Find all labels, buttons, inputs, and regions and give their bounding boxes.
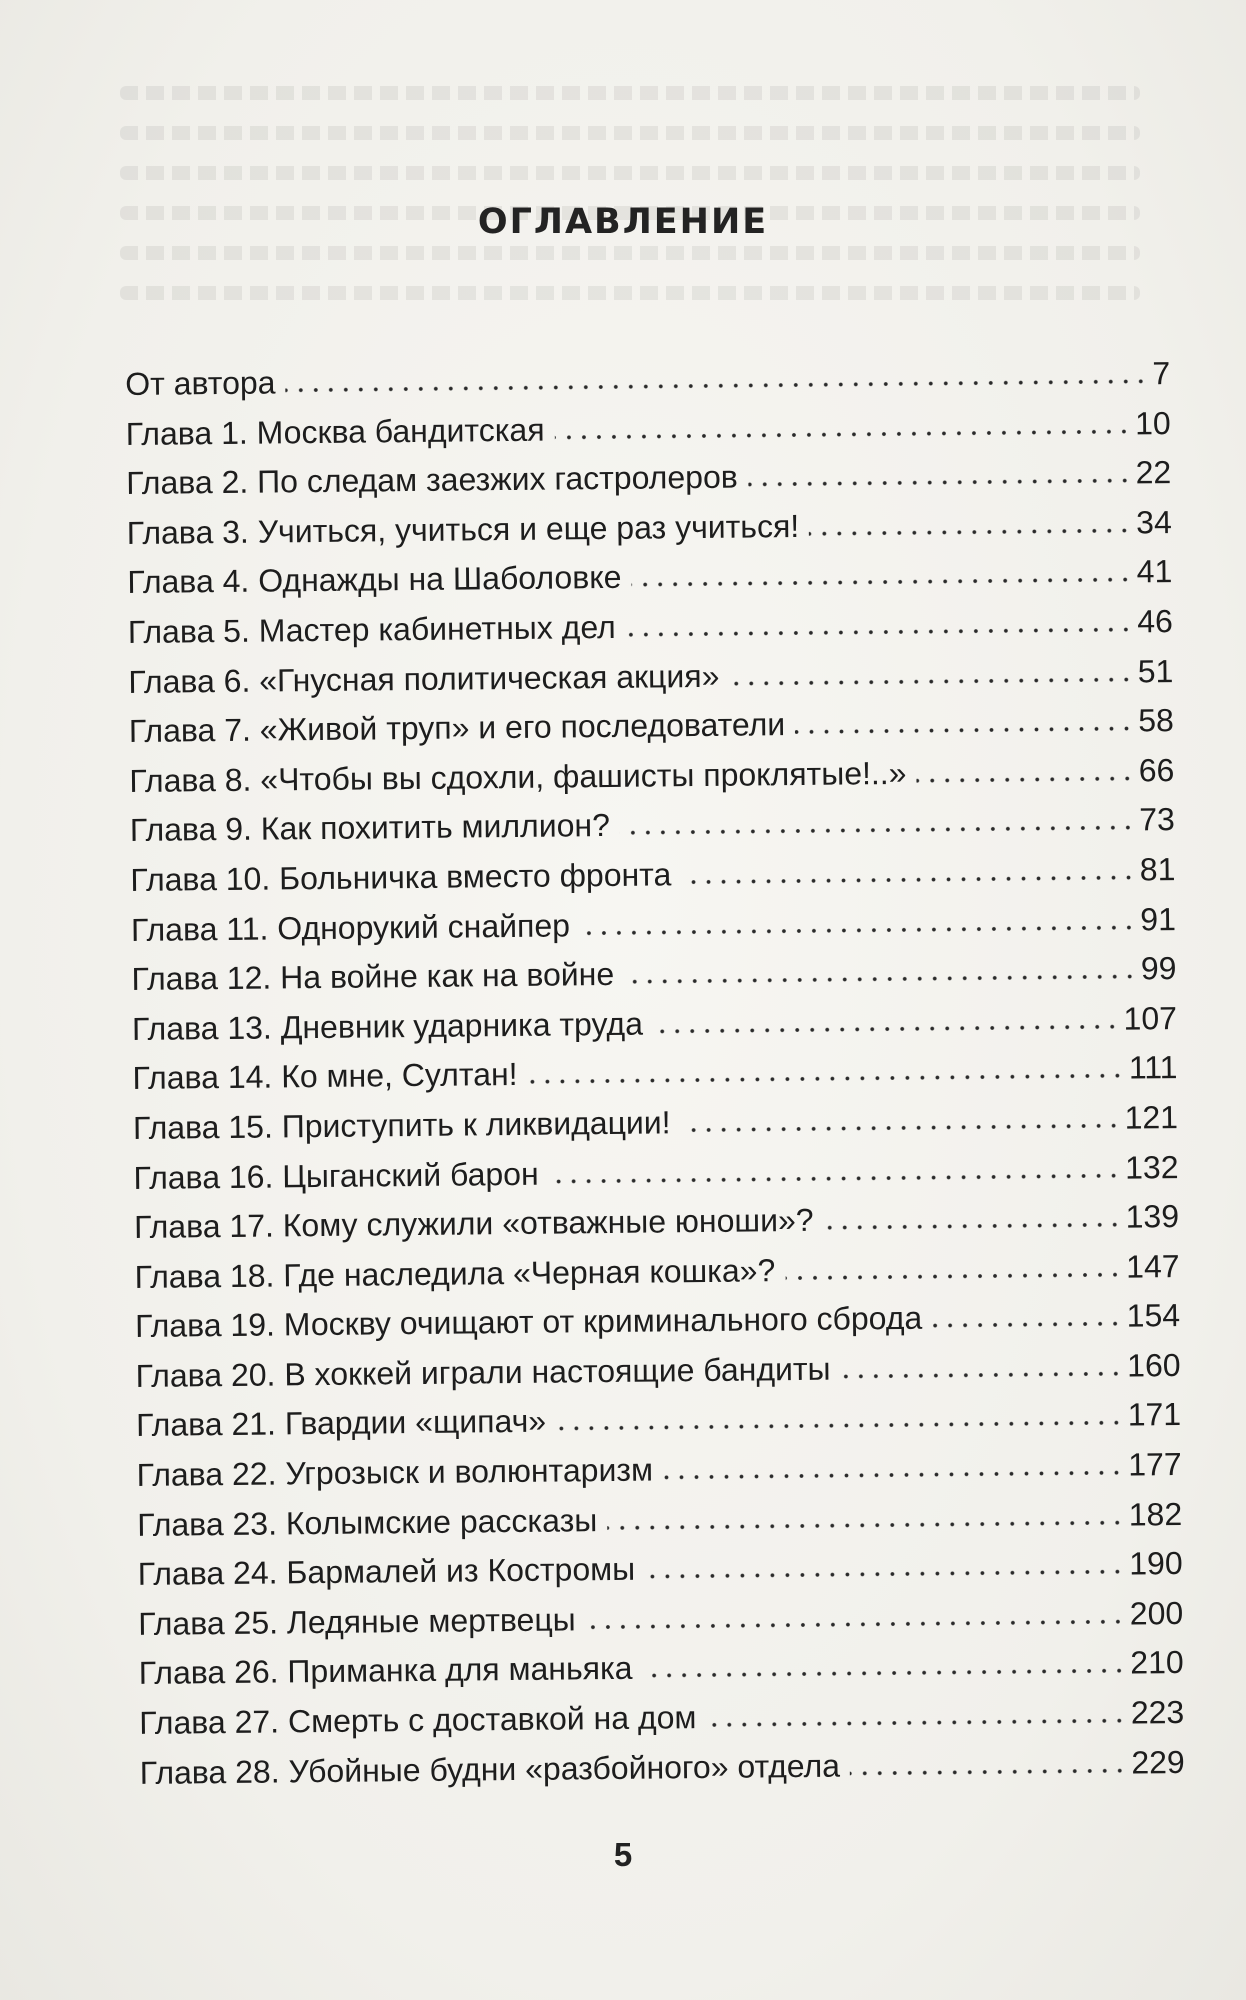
toc-entry-page: 81 (1139, 850, 1176, 888)
page-number: 5 (613, 1836, 633, 1873)
dot-leader (528, 1073, 1125, 1085)
toc-entry-page: 121 (1124, 1098, 1179, 1136)
dot-leader (706, 1718, 1127, 1728)
toc-entry-page: 132 (1124, 1148, 1179, 1186)
dot-leader (850, 1767, 1127, 1776)
page-title: ОГЛАВЛЕНИЕ (477, 202, 769, 242)
toc-entry-title: Глава 14. Ко мне, Султан! (132, 1056, 518, 1097)
toc-entry-title: Глава 22. Угрозыск и волюнтаризм (136, 1451, 654, 1494)
toc-entry-title: Глава 3. Учиться, учиться и еще раз учиться! (126, 507, 800, 551)
toc-entry-title: Глава 21. Гвардии «щипач» (135, 1403, 547, 1444)
toc-entry-title: Глава 13. Дневник ударника труда (131, 1005, 644, 1047)
toc-entry-title: Глава 1. Москва бандитская (125, 411, 545, 452)
toc-entry-page: 66 (1138, 751, 1175, 789)
dot-leader (631, 577, 1132, 588)
toc-entry-title: От автора (125, 364, 276, 402)
toc-entry-title: Глава 16. Цыганский барон (133, 1155, 539, 1196)
dot-leader (653, 1023, 1120, 1034)
toc-entry-page: 46 (1137, 603, 1173, 640)
dot-leader (748, 478, 1132, 488)
toc-entry-page: 147 (1125, 1247, 1180, 1285)
table-of-contents (125, 349, 1185, 1798)
dot-leader (626, 626, 1134, 637)
toc-entry-title: Глава 7. «Живой труп» и его последователи (128, 706, 786, 750)
dot-leader (681, 1123, 1121, 1134)
toc-entry-title: Глава 19. Москву очищают от криминального сброда (134, 1299, 923, 1345)
toc-entry-title: Глава 8. «Чтобы вы сдохли, фашисты проклятые!..» (129, 754, 907, 799)
toc-entry-page: 171 (1127, 1396, 1182, 1434)
toc-entry-title: Глава 12. На войне как на войне (131, 956, 615, 998)
dot-leader (785, 1271, 1122, 1281)
dot-leader (549, 1172, 1122, 1184)
toc-entry (140, 1738, 1185, 1799)
dot-leader (643, 1668, 1127, 1679)
toc-entry-title: Глава 27. Смерть с доставкой на дом (139, 1699, 697, 1741)
toc-entry-page: 73 (1139, 801, 1176, 838)
dot-leader (620, 825, 1135, 836)
dot-leader (586, 1618, 1126, 1630)
toc-entry-page: 182 (1128, 1495, 1183, 1533)
toc-entry-title: Глава 20. В хоккей играли настоящие бандиты (135, 1350, 831, 1394)
toc-entry-title: Глава 11. Однорукий снайпер (130, 906, 571, 948)
toc-entry-page: 41 (1136, 553, 1173, 590)
toc-entry-page: 210 (1130, 1644, 1184, 1681)
toc-entry-page: 160 (1127, 1346, 1181, 1384)
toc-entry-page: 200 (1129, 1594, 1184, 1632)
toc-entry-title: Глава 15. Приступить к ликвидации! (132, 1104, 671, 1146)
dot-leader (607, 1519, 1125, 1530)
dot-leader (795, 726, 1134, 736)
toc-entry-page: 22 (1135, 454, 1172, 491)
toc-entry-page: 58 (1138, 702, 1175, 739)
dot-leader (663, 1470, 1124, 1481)
dot-leader (824, 1222, 1122, 1231)
dot-leader (809, 527, 1132, 536)
dot-leader (917, 775, 1135, 783)
dot-leader (841, 1370, 1124, 1379)
toc-entry-page: 99 (1140, 950, 1177, 987)
toc-entry-title: Глава 9. Как похитить миллион? (129, 807, 611, 849)
toc-entry-title: Глава 23. Колымские рассказы (137, 1501, 598, 1543)
toc-entry-title: Глава 26. Приманка для маньяка (138, 1650, 633, 1692)
toc-entry-page: 91 (1140, 900, 1177, 937)
toc-entry-title: Глава 4. Однажды на Шаболовке (127, 559, 622, 601)
dot-leader (624, 974, 1137, 985)
toc-entry-title: Глава 5. Мастер кабинетных дел (127, 608, 616, 650)
toc-entry-title: Глава 25. Ледяные мертвецы (138, 1601, 576, 1642)
dot-leader (286, 378, 1149, 393)
dot-leader (645, 1569, 1125, 1580)
toc-entry-title: Глава 28. Убойные будни «разбойного» отдела (139, 1747, 841, 1791)
toc-entry-title: Глава 17. Кому служили «отважные юноши»? (133, 1201, 814, 1246)
toc-entry-page: 7 (1152, 355, 1171, 392)
toc-entry-page: 190 (1129, 1545, 1183, 1582)
dot-leader (580, 924, 1136, 936)
toc-entry-title: Глава 18. Где наследила «Черная кошка»? (134, 1251, 776, 1295)
dot-leader (681, 874, 1136, 885)
toc-entry-page: 51 (1137, 652, 1174, 689)
toc-entry-title: Глава 6. «Гнусная политическая акция» (128, 657, 720, 700)
toc-entry-page: 229 (1131, 1743, 1185, 1781)
dot-leader (556, 1420, 1124, 1432)
toc-entry-page: 10 (1134, 404, 1171, 442)
dot-leader (555, 428, 1132, 440)
toc-entry-page: 107 (1123, 999, 1178, 1037)
toc-entry-page: 223 (1130, 1694, 1185, 1731)
toc-entry-page: 177 (1128, 1446, 1182, 1483)
dot-leader (932, 1321, 1123, 1329)
toc-entry-page: 111 (1128, 1049, 1178, 1086)
toc-entry-title: Глава 24. Бармалей из Костромы (137, 1550, 636, 1593)
toc-entry-page: 34 (1135, 503, 1172, 541)
toc-entry-page: 154 (1126, 1297, 1181, 1334)
toc-entry-title: Глава 2. По следам заезжих гастролеров (126, 458, 738, 502)
toc-entry-page: 139 (1125, 1198, 1180, 1235)
dot-leader (729, 676, 1133, 686)
toc-entry-title: Глава 10. Больничка вместо фронта (130, 856, 672, 898)
